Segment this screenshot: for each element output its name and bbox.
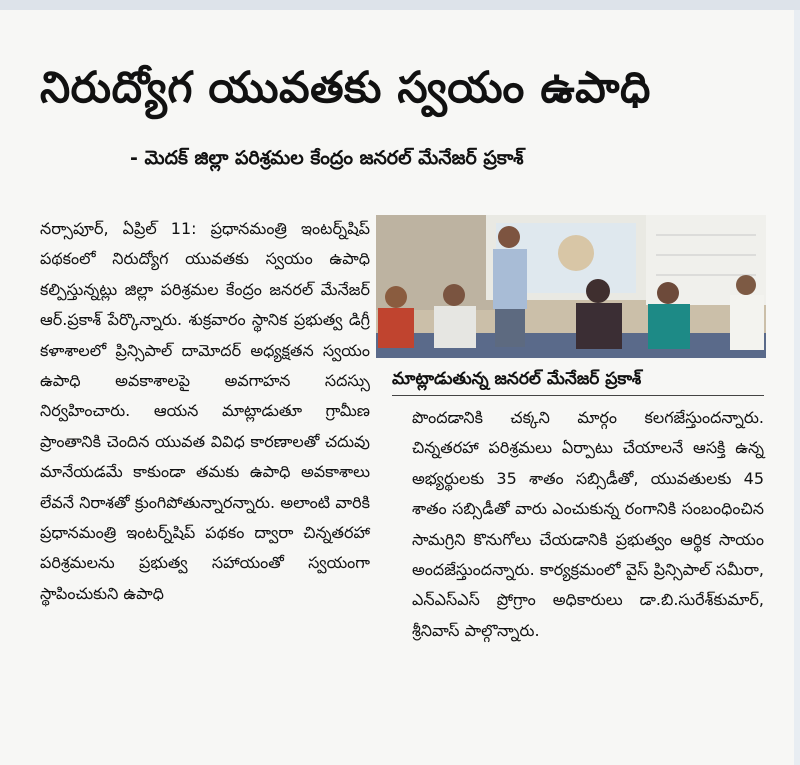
page-right-edge — [794, 10, 800, 765]
caption-divider — [392, 395, 764, 396]
article-body-right-column: పొందడానికి చక్కని మార్గం కలగజేస్తుందన్నారు. చిన్నతరహా పరిశ్రమలు ఏర్పాటు చేయాలనే ఆసక్తి ఉన్న అభ్యర్థులకు 35 శాతం సబ్సిడీతో, యువతులకు 45 శాతం సబ్సిడీతో వారు ఎంచుకున్న రంగానికి సంబంధించిన సామగ్రిని కొనుగోలు చేయడానికి ప్రభుత్వం ఆర్థిక సాయం అందజేస్తుందన్నారు. కార్యక్రమంలో వైస్ ప్రిన్సిపాల్ సమీరా, ఎన్ఎస్ఎస్ ప్రోగ్రాం అధికారులు డా.బి.సురేశ్‌కుమార్, శ్రీనివాస్ పాల్గొన్నారు. — [412, 408, 764, 640]
photo-caption: మాట్లాడుతున్న జనరల్ మేనేజర్ ప్రకాశ్ — [392, 369, 642, 389]
article-subheadline: - మెదక్ జిల్లా పరిశ్రమల కేంద్రం జనరల్ మేనేజర్ ప్రకాశ్ — [130, 147, 524, 169]
article-photo — [376, 215, 766, 358]
article-headline: నిరుద్యోగ యువతకు స్వయం ఉపాధి — [40, 63, 651, 113]
event-photo-illustration — [376, 215, 766, 358]
page-top-band — [0, 0, 800, 10]
article-body-left-column: నర్సాపూర్, ఏప్రిల్ 11: ప్రధానమంత్రి ఇంటర్న్‌షిప్ పథకంలో నిరుద్యోగ యువతకు స్వయం ఉపాధి కల్పిస్తున్నట్లు జిల్లా పరిశ్రమల కేంద్రం జనరల్ మేనేజర్ ఆర్.ప్రకాశ్ పేర్కొన్నారు. శుక్రవారం స్థానిక ప్రభుత్వ డిగ్రీ కళాశాలలో ప్రిన్సిపాల్ దామోదర్ అధ్యక్షతన స్వయం ఉపాధి అవకాశాలపై అవగాహన సదస్సు నిర్వహించారు. ఆయన మాట్లాడుతూ గ్రామీణ ప్రాంతానికి చెందిన యువత వివిధ కారణాలతో చదువు మానేయడమే కాకుండా తమకు ఉపాధి అవకాశాలు లేవనే నిరాశతో క్రుంగిపోతున్నారన్నారు. అలాంటి వారికి ప్రధానమంత్రి ఇంటర్న్‌షిప్ పథకం ద్వారా చిన్నతరహా పరిశ్రమలను ప్రభుత్వ సహాయంతో స్వయంగా స్థాపించుకుని ఉపాధి — [40, 219, 370, 603]
